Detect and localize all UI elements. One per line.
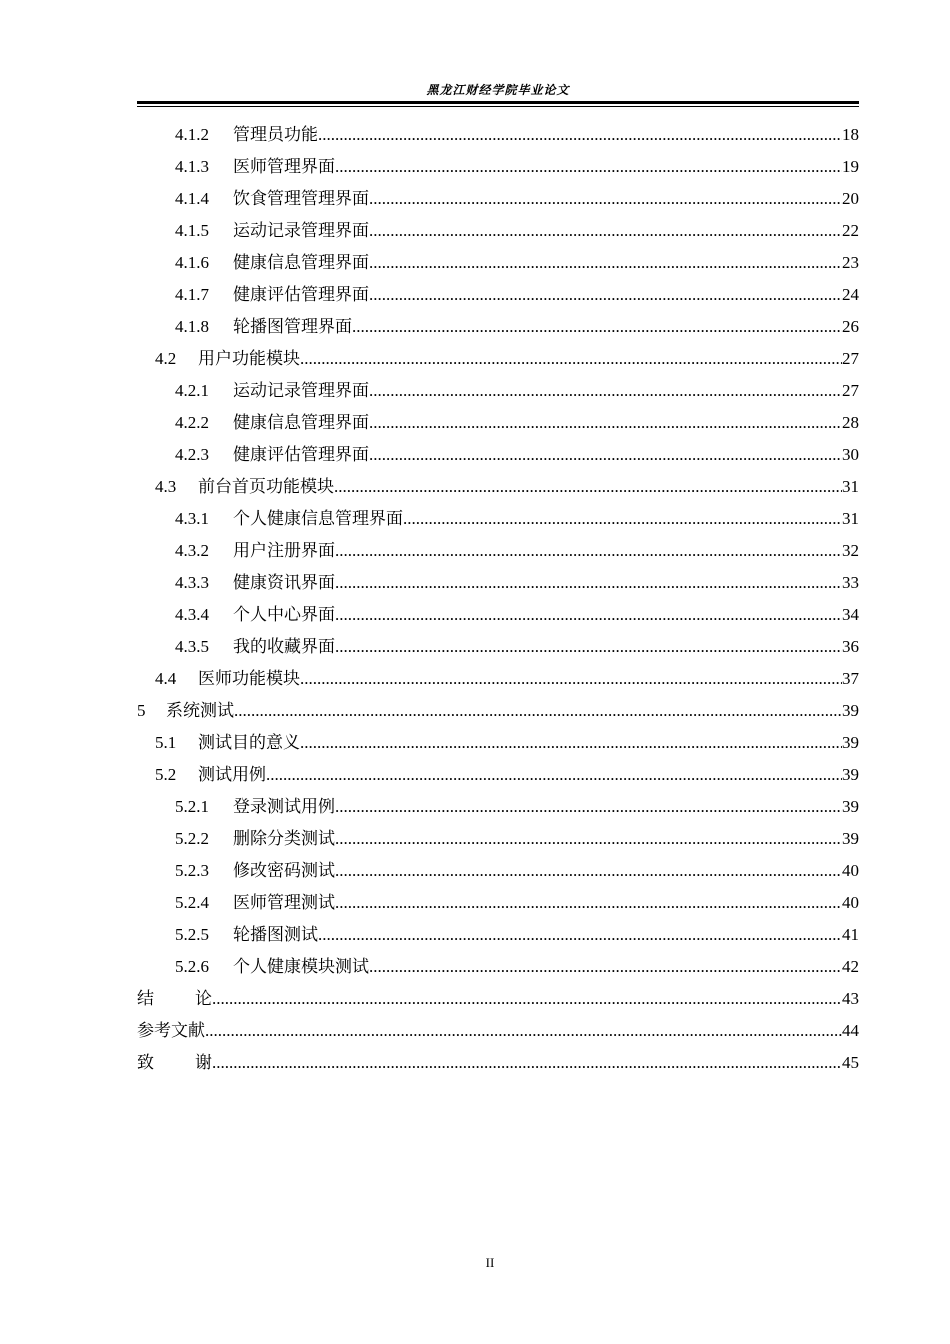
toc-entry-number: 5.2.2 [175, 829, 209, 848]
toc-dot-leader [300, 663, 842, 695]
toc-entry[interactable] [137, 855, 859, 887]
toc-entry[interactable] [137, 983, 859, 1015]
toc-entry-number: 5 [137, 701, 146, 720]
toc-entry[interactable] [137, 823, 859, 855]
toc-entry-number: 4.2.1 [175, 381, 209, 400]
toc-entry[interactable] [137, 119, 859, 151]
toc-entry-number: 4.2.3 [175, 445, 209, 464]
toc-entry[interactable] [137, 951, 859, 983]
toc-entry-page: 42 [842, 957, 859, 976]
toc-entry-number: 4.1.4 [175, 189, 209, 208]
toc-entry-title: 个人中心界面 [233, 605, 335, 624]
toc-entry[interactable] [137, 759, 859, 791]
toc-entry-number: 5.2.1 [175, 797, 209, 816]
toc-entry-page: 31 [842, 509, 859, 528]
toc-dot-leader [335, 151, 842, 183]
toc-dot-leader [234, 695, 842, 727]
toc-entry-number: 4.3 [155, 477, 177, 496]
toc-entry-title: 轮播图测试 [233, 925, 318, 944]
toc-entry-page: 32 [842, 541, 859, 560]
toc-entry-number: 4.3.3 [175, 573, 209, 592]
toc-entry-number: 4.1.3 [175, 157, 209, 176]
toc-dot-leader [318, 919, 842, 951]
toc-entry-title: 个人健康信息管理界面 [233, 509, 403, 528]
toc-entry-page: 41 [842, 925, 859, 944]
toc-dot-leader [335, 791, 842, 823]
toc-entry-number: 4.3.4 [175, 605, 209, 624]
toc-dot-leader [369, 247, 842, 279]
toc-entry-number: 4.1.6 [175, 253, 209, 272]
toc-entry[interactable] [137, 375, 859, 407]
toc-entry-number: 4.1.2 [175, 125, 209, 144]
header-rule-thick [137, 101, 859, 104]
toc-entry-page: 22 [842, 221, 859, 240]
toc-entry-page: 40 [842, 893, 859, 912]
toc-entry-number: 5.2 [155, 765, 177, 784]
toc-dot-leader [369, 215, 842, 247]
toc-entry-number: 4.3.1 [175, 509, 209, 528]
toc-entry[interactable] [137, 183, 859, 215]
toc-entry-title: 用户注册界面 [233, 541, 335, 560]
toc-entry-page: 36 [842, 637, 859, 656]
toc-dot-leader [212, 983, 842, 1015]
toc-entry-page: 26 [842, 317, 859, 336]
toc-entry-page: 27 [842, 381, 859, 400]
toc-entry-number: 5.1 [155, 733, 177, 752]
toc-entry[interactable] [137, 471, 859, 503]
page-number: II [485, 1255, 495, 1270]
toc-entry-title: 用户功能模块 [198, 349, 300, 368]
toc-entry[interactable] [137, 567, 859, 599]
toc-dot-leader [266, 759, 842, 791]
toc-dot-leader [369, 183, 842, 215]
toc-entry-page: 37 [842, 669, 859, 688]
toc-entry-page: 23 [842, 253, 859, 272]
toc-dot-leader [205, 1015, 842, 1047]
toc-entry-page: 31 [842, 477, 859, 496]
toc-entry-title: 运动记录管理界面 [233, 381, 369, 400]
table-of-contents [137, 119, 859, 1079]
toc-entry[interactable] [137, 663, 859, 695]
toc-dot-leader [334, 471, 842, 503]
toc-entry-page: 39 [842, 765, 859, 784]
toc-dot-leader [335, 535, 842, 567]
header-rule-thin [137, 106, 859, 107]
toc-dot-leader [369, 407, 842, 439]
toc-entry-page: 33 [842, 573, 859, 592]
toc-entry[interactable] [137, 887, 859, 919]
toc-dot-leader [318, 119, 842, 151]
toc-entry-number: 5.2.5 [175, 925, 209, 944]
toc-entry[interactable] [137, 407, 859, 439]
toc-dot-leader [369, 279, 842, 311]
toc-entry[interactable] [137, 695, 859, 727]
running-header-title: 黑龙江财经学院毕业论文 [426, 83, 570, 97]
toc-entry-number: 4.2 [155, 349, 177, 368]
toc-entry-title: 修改密码测试 [233, 861, 335, 880]
toc-entry[interactable] [137, 919, 859, 951]
toc-entry-title: 登录测试用例 [233, 797, 335, 816]
toc-entry[interactable] [137, 727, 859, 759]
toc-entry-title: 测试用例 [198, 765, 266, 784]
toc-entry-number: 5.2.6 [175, 957, 209, 976]
toc-entry-title: 医师功能模块 [198, 669, 300, 688]
toc-entry-title: 我的收藏界面 [233, 637, 335, 656]
toc-entry-number: 5.2.3 [175, 861, 209, 880]
toc-dot-leader [335, 855, 842, 887]
toc-entry-title: 健康资讯界面 [233, 573, 335, 592]
toc-entry-page: 34 [842, 605, 859, 624]
toc-entry[interactable] [137, 311, 859, 343]
toc-entry-title: 前台首页功能模块 [198, 477, 334, 496]
toc-entry-page: 39 [842, 733, 859, 752]
toc-dot-leader [369, 951, 842, 983]
toc-entry-number: 4.3.2 [175, 541, 209, 560]
toc-entry-page: 20 [842, 189, 859, 208]
toc-dot-leader [335, 599, 842, 631]
toc-entry-number: 4.2.2 [175, 413, 209, 432]
toc-entry-title: 运动记录管理界面 [233, 221, 369, 240]
toc-entry-title: 饮食管理管理界面 [233, 189, 369, 208]
toc-dot-leader [352, 311, 842, 343]
toc-entry-title: 健康评估管理界面 [233, 445, 369, 464]
toc-entry-page: 43 [842, 989, 859, 1008]
toc-entry-title: 健康信息管理界面 [233, 253, 369, 272]
toc-dot-leader [369, 439, 842, 471]
toc-entry-number: 5.2.4 [175, 893, 209, 912]
toc-entry-title: 健康信息管理界面 [233, 413, 369, 432]
toc-entry-title: 个人健康模块测试 [233, 957, 369, 976]
toc-entry-page: 27 [842, 349, 859, 368]
toc-dot-leader [335, 567, 842, 599]
toc-entry[interactable] [137, 343, 859, 375]
toc-entry-number: 4.1.8 [175, 317, 209, 336]
toc-entry-page: 44 [842, 1021, 859, 1040]
toc-entry-page: 39 [842, 829, 859, 848]
toc-entry-number: 4.1.7 [175, 285, 209, 304]
toc-entry[interactable] [137, 535, 859, 567]
toc-dot-leader [369, 375, 842, 407]
toc-entry-title: 测试目的意义 [198, 733, 300, 752]
toc-entry-title: 删除分类测试 [233, 829, 335, 848]
toc-entry-title: 医师管理界面 [233, 157, 335, 176]
toc-entry-title: 医师管理测试 [233, 893, 335, 912]
toc-dot-leader [300, 727, 842, 759]
toc-entry[interactable] [137, 1047, 859, 1079]
toc-entry-title: 轮播图管理界面 [233, 317, 352, 336]
toc-entry[interactable] [137, 503, 859, 535]
toc-dot-leader [403, 503, 842, 535]
toc-entry-number: 4.3.5 [175, 637, 209, 656]
toc-entry[interactable] [137, 215, 859, 247]
toc-entry[interactable] [137, 791, 859, 823]
toc-entry-page: 19 [842, 157, 859, 176]
toc-entry-page: 28 [842, 413, 859, 432]
toc-entry[interactable] [137, 439, 859, 471]
toc-dot-leader [300, 343, 842, 375]
toc-entry-page: 24 [842, 285, 859, 304]
toc-entry[interactable] [137, 151, 859, 183]
toc-entry-number: 4.4 [155, 669, 177, 688]
toc-entry[interactable] [137, 599, 859, 631]
toc-entry-number: 4.1.5 [175, 221, 209, 240]
toc-entry[interactable] [137, 631, 859, 663]
toc-entry-title: 参考文献 [137, 1021, 205, 1040]
toc-entry-page: 39 [842, 701, 859, 720]
toc-dot-leader [335, 631, 842, 663]
toc-entry[interactable] [137, 1015, 859, 1047]
toc-entry-title: 系统测试 [166, 701, 234, 720]
toc-entry-title: 健康评估管理界面 [233, 285, 369, 304]
toc-entry-title: 结论 [137, 989, 253, 1008]
toc-entry[interactable] [137, 279, 859, 311]
toc-entry-page: 45 [842, 1053, 859, 1072]
toc-entry-page: 40 [842, 861, 859, 880]
toc-entry-page: 18 [842, 125, 859, 144]
toc-entry-page: 39 [842, 797, 859, 816]
toc-entry-page: 30 [842, 445, 859, 464]
toc-entry-title: 致谢 [137, 1053, 253, 1072]
toc-dot-leader [212, 1047, 842, 1079]
toc-dot-leader [335, 887, 842, 919]
toc-entry-title: 管理员功能 [233, 125, 318, 144]
toc-dot-leader [335, 823, 842, 855]
toc-entry[interactable] [137, 247, 859, 279]
